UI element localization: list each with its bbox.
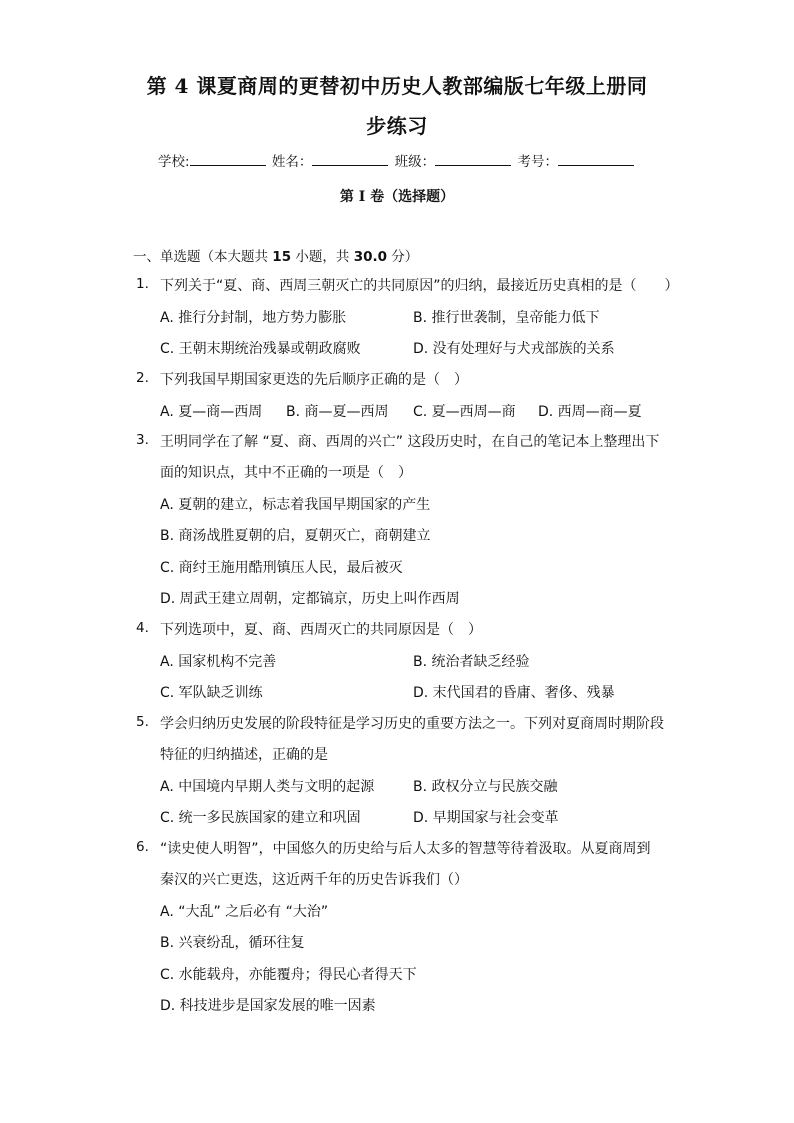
option-a[interactable]: A. 夏—商—西周 [160,404,263,420]
question-text: 下列关于“夏、商、西周三朝灭亡的共同原因”的归纳，最接近历史真相的是（ ） [160,278,679,294]
school-blank[interactable] [190,153,266,166]
number-label: 考号： [517,154,558,170]
option-c[interactable]: C. 商纣王施用酷刑镇压人民，最后被灭 [160,560,403,576]
option-d[interactable]: D. 周武王建立周朝，定都镐京，历史上叫作西周 [160,591,460,607]
class-blank[interactable] [435,153,511,166]
option-c[interactable]: C. 统一多民族国家的建立和巩固 [160,810,361,826]
option-a[interactable]: A. “大乱” 之后必有 “大治” [160,904,329,920]
school-label: 学校: [158,154,190,170]
option-a[interactable]: A. 夏朝的建立，标志着我国早期国家的产生 [160,497,431,513]
page-title: 第 4 课夏商周的更替初中历史人教部编版七年级上册同 [146,74,648,98]
option-a[interactable]: A. 中国境内早期人类与文明的起源 [160,779,375,795]
volume-heading: 第 I 卷（选择题） [339,189,455,205]
number-blank[interactable] [558,153,634,166]
question-number: 3. [136,432,149,448]
question-number: 2. [136,370,149,386]
option-d[interactable]: D. 早期国家与社会变革 [413,810,559,826]
question-text-continued: 秦汉的兴亡更迭，这近两千年的历史告诉我们（） [160,872,468,888]
option-c[interactable]: C. 王朝末期统治残暴或朝政腐败 [160,341,361,357]
question-text: 王明同学在了解 “夏、商、西周的兴亡” 这段历史时，在自己的笔记本上整理出下 [160,434,660,450]
option-c[interactable]: C. 夏—西周—商 [413,404,516,420]
option-b[interactable]: B. 兴衰纷乱，循环往复 [160,935,305,951]
question-text: “读史使人明智”，中国悠久的历史给与后人太多的智慧等待着汲取。从夏商周到 [160,841,651,857]
question-number: 6. [136,839,149,855]
question-text: 下列我国早期国家更迭的先后顺序正确的是（ ） [160,372,468,388]
question-text-continued: 面的知识点，其中不正确的一项是（ ） [160,465,412,481]
name-blank[interactable] [312,153,388,166]
question-text: 下列选项中，夏、商、西周灭亡的共同原因是（ ） [160,622,482,638]
option-a[interactable]: A. 国家机构不完善 [160,654,277,670]
option-d[interactable]: D. 西周—商—夏 [538,404,642,420]
page-title-continued: 步练习 [366,114,428,138]
option-b[interactable]: B. 政权分立与民族交融 [413,779,558,795]
question-number: 5. [136,714,149,730]
question-text: 学会归纳历史发展的阶段特征是学习历史的重要方法之一。下列对夏商周时期阶段 [160,716,664,732]
question-number: 1. [136,276,149,292]
option-a[interactable]: A. 推行分封制，地方势力膨胀 [160,310,347,326]
option-d[interactable]: D. 没有处理好与犬戎部族的关系 [413,341,615,357]
option-c[interactable]: C. 军队缺乏训练 [160,685,263,701]
option-b[interactable]: B. 商汤战胜夏朝的启，夏朝灭亡，商朝建立 [160,528,431,544]
name-label: 姓名： [271,154,313,170]
option-c[interactable]: C. 水能载舟，亦能覆舟；得民心者得天下 [160,967,417,983]
question-number: 4. [136,620,149,636]
option-b[interactable]: B. 商—夏—西周 [286,404,389,420]
option-d[interactable]: D. 科技进步是国家发展的唯一因素 [160,998,376,1014]
option-d[interactable]: D. 末代国君的昏庸、奢侈、残暴 [413,685,615,701]
option-b[interactable]: B. 推行世袭制，皇帝能力低下 [413,310,600,326]
question-text-continued: 特征的归纳描述，正确的是 [160,747,328,763]
option-b[interactable]: B. 统治者缺乏经验 [413,654,530,670]
class-label: 班级： [394,154,436,170]
student-info-line [0,150,794,170]
section-heading: 一、单选题（本大题共 15 小题，共 30.0 分） [133,249,419,265]
